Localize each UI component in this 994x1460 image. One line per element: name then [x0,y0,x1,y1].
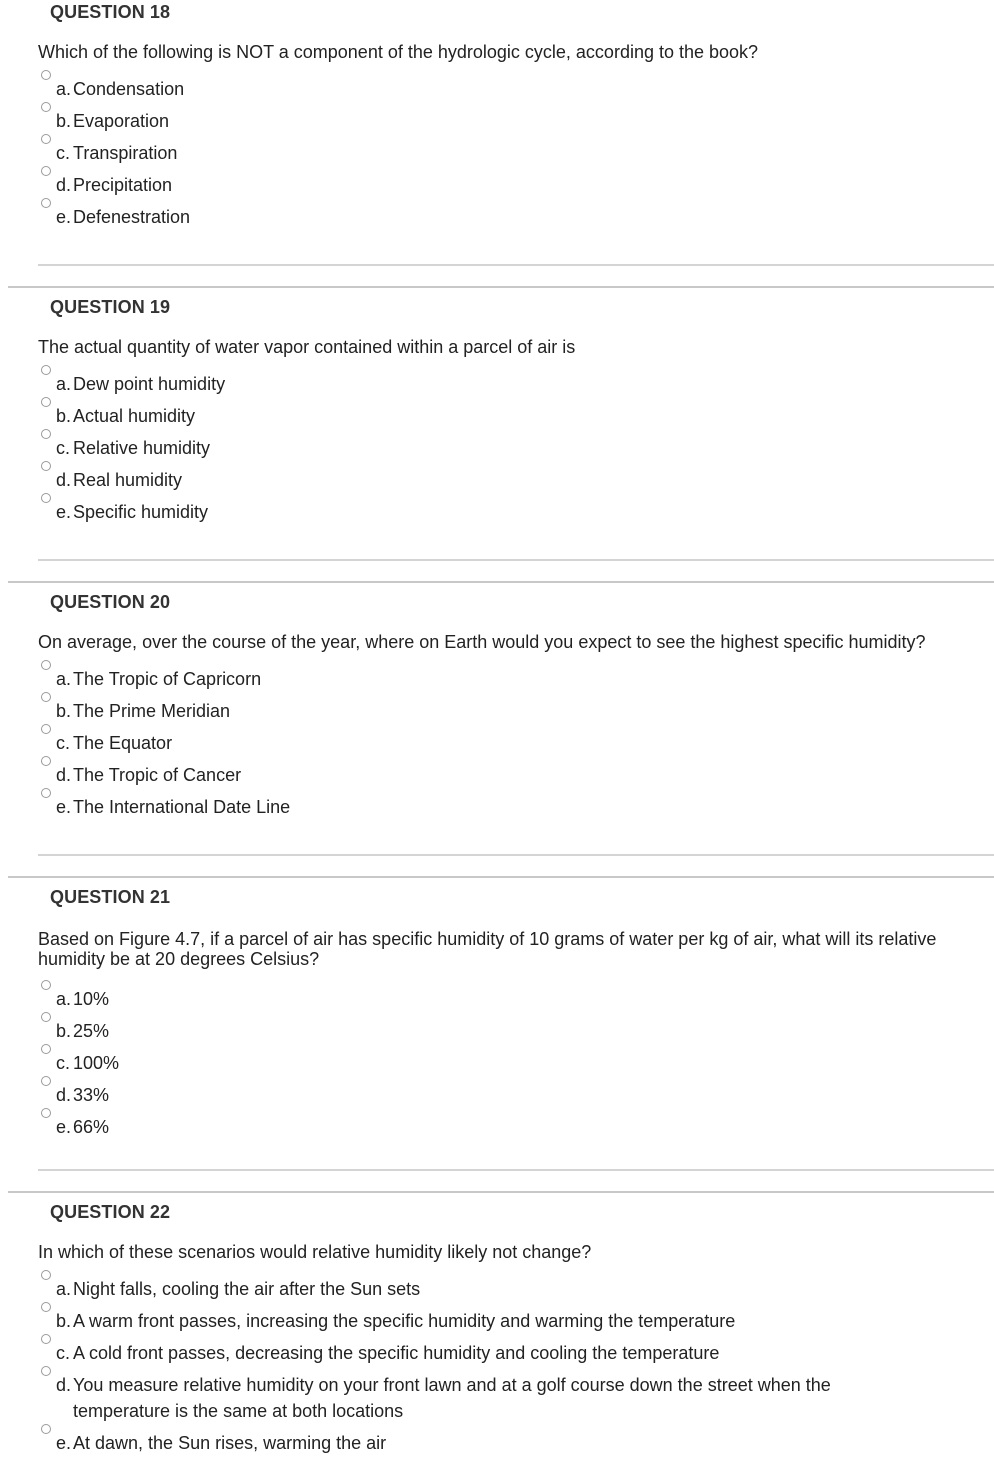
radio-button[interactable] [41,70,51,80]
option-letter: e. [56,1117,72,1137]
question-title: QUESTION 20 [50,592,171,612]
option-label: The International Date Line [73,797,291,817]
radio-button[interactable] [41,1076,51,1086]
question-divider [38,559,994,561]
question-title: QUESTION 22 [50,1202,171,1222]
option-letter: e. [56,1433,72,1453]
option-label: The Prime Meridian [73,701,231,721]
option-letter: a. [56,1279,72,1299]
option-letter: c. [56,143,71,163]
radio-button[interactable] [41,980,51,990]
radio-button[interactable] [41,493,51,503]
option-letter: d. [56,1085,72,1105]
section-divider [8,876,994,878]
question-text: On average, over the course of the year, where on Earth would you expect to see the highest specific humidity? [38,632,926,652]
radio-button[interactable] [41,461,51,471]
radio-button[interactable] [41,1366,51,1376]
option-letter: e. [56,797,72,817]
option-letter: c. [56,733,71,753]
option-letter: a. [56,79,72,99]
option-letter: b. [56,1311,72,1331]
radio-button[interactable] [41,1334,51,1344]
radio-button[interactable] [41,1424,51,1434]
option-letter: d. [56,1375,72,1395]
option-letter: b. [56,1021,72,1041]
option-letter: d. [56,175,72,195]
option-letter: a. [56,989,72,1009]
radio-button[interactable] [41,134,51,144]
option-letter: a. [56,374,72,394]
question-divider [38,264,994,266]
option-letter: c. [56,438,71,458]
radio-button[interactable] [41,429,51,439]
option-label: 25% [73,1021,110,1041]
option-letter: d. [56,470,72,490]
question-divider [38,1169,994,1171]
option-label: Actual humidity [73,406,196,426]
option-label: Real humidity [73,470,183,490]
option-label: 33% [73,1085,110,1105]
option-label: A cold front passes, decreasing the specific humidity and cooling the temperature [73,1343,720,1363]
option-label: Night falls, cooling the air after the Sun sets [73,1279,421,1299]
option-letter: b. [56,406,72,426]
option-label: The Tropic of Cancer [73,765,242,785]
radio-button[interactable] [41,397,51,407]
radio-button[interactable] [41,756,51,766]
question-text: The actual quantity of water vapor contained within a parcel of air is [38,337,576,357]
option-letter: b. [56,111,72,131]
option-label: The Equator [73,733,173,753]
question-text: Based on Figure 4.7, if a parcel of air has specific humidity of 10 grams of water per kg of air, what will its relative humidity be at 20 degrees Celsius? [38,929,937,969]
radio-button[interactable] [41,365,51,375]
radio-button[interactable] [41,692,51,702]
option-label: You measure relative humidity on your front lawn and at a golf course down the street when the temperature is the same at both locations [73,1375,831,1421]
option-label: Evaporation [73,111,170,131]
section-divider [8,1191,994,1193]
question-title: QUESTION 19 [50,297,171,317]
radio-button[interactable] [41,1108,51,1118]
option-label: Defenestration [73,207,191,227]
radio-button[interactable] [41,788,51,798]
option-letter: a. [56,669,72,689]
option-label: Transpiration [73,143,178,163]
radio-button[interactable] [41,1044,51,1054]
option-label: Relative humidity [73,438,211,458]
option-label: Specific humidity [73,502,209,522]
section-divider [8,581,994,583]
option-label: Dew point humidity [73,374,226,394]
question-title: QUESTION 18 [50,2,171,22]
option-letter: e. [56,502,72,522]
option-label: The Tropic of Capricorn [73,669,262,689]
radio-button[interactable] [41,724,51,734]
section-divider [8,286,994,288]
option-label: 66% [73,1117,110,1137]
option-label: 10% [73,989,110,1009]
radio-button[interactable] [41,198,51,208]
radio-button[interactable] [41,660,51,670]
radio-button[interactable] [41,166,51,176]
option-letter: e. [56,207,72,227]
radio-button[interactable] [41,102,51,112]
option-label: Condensation [73,79,185,99]
question-text: Which of the following is NOT a component of the hydrologic cycle, according to the book? [38,42,759,62]
radio-button[interactable] [41,1270,51,1280]
option-letter: c. [56,1053,71,1073]
question-divider [38,854,994,856]
option-label: A warm front passes, increasing the specific humidity and warming the temperature [73,1311,736,1331]
question-title: QUESTION 21 [50,887,171,907]
option-letter: c. [56,1343,71,1363]
radio-button[interactable] [41,1012,51,1022]
option-label: 100% [73,1053,120,1073]
question-text: In which of these scenarios would relative humidity likely not change? [38,1242,592,1262]
option-letter: d. [56,765,72,785]
radio-button[interactable] [41,1302,51,1312]
option-label: At dawn, the Sun rises, warming the air [73,1433,387,1453]
option-letter: b. [56,701,72,721]
option-label: Precipitation [73,175,173,195]
